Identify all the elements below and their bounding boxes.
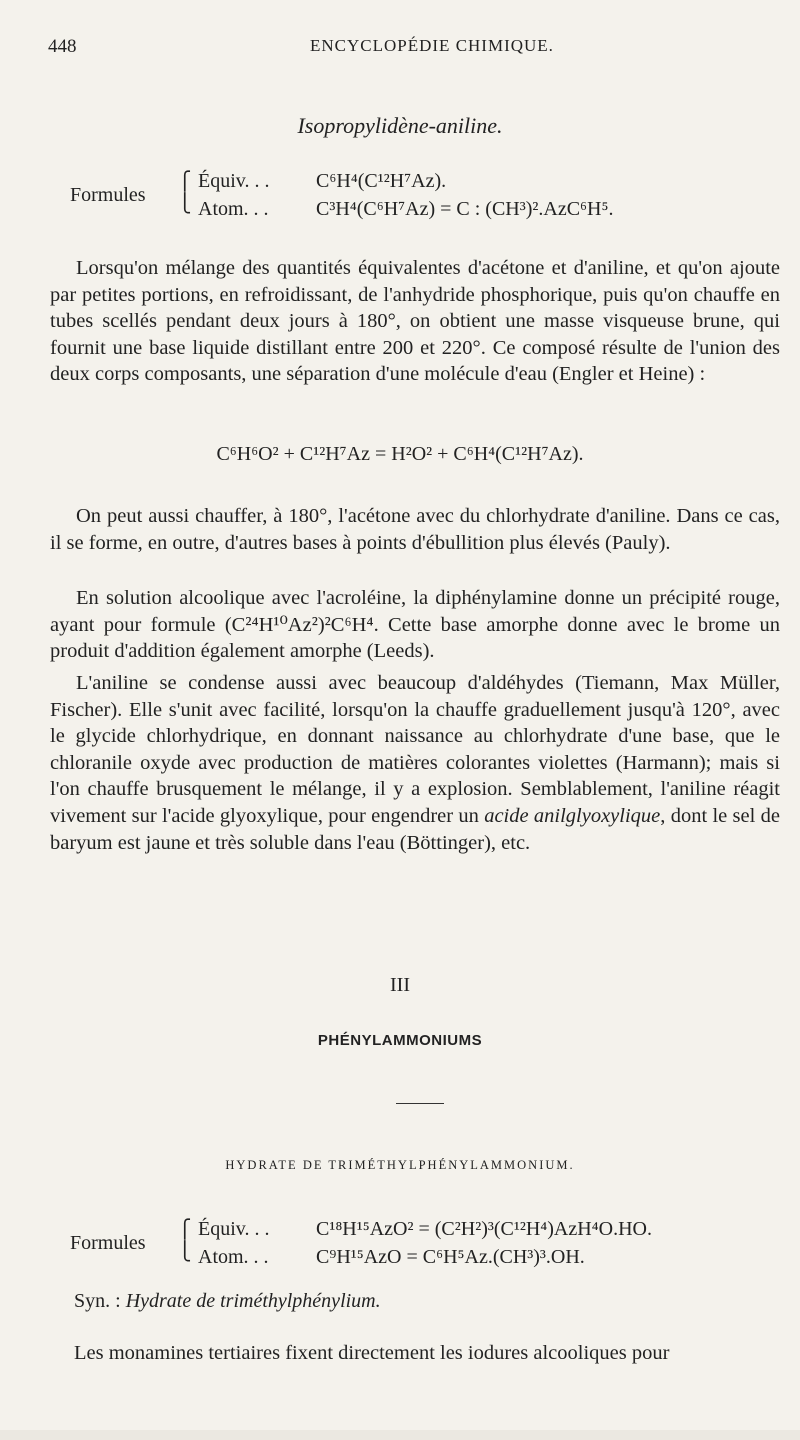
subsection-title: HYDRATE DE TRIMÉTHYLPHÉNYLAMMONIUM. bbox=[225, 1158, 575, 1172]
formula-row-equiv: Équiv. . . C¹⁸H¹⁵AzO² = (C²H²)³(C¹²H⁴)AzH⁴O.HO. bbox=[198, 1218, 652, 1240]
formula-row-equiv: Équiv. . . C⁶H⁴(C¹²H⁷Az). bbox=[198, 170, 447, 192]
paragraph-3: En solution alcoolique avec l'acroléine, la diphénylamine donne un précipité rouge, ayant pour formule (C²⁴H¹⁰Az²)²C⁶H⁴. Cette base amorphe donne avec le brome un produit d'addition également amorphe (Leeds). bbox=[50, 587, 780, 663]
formula-label: Formules bbox=[70, 184, 146, 206]
formula-label: Formules bbox=[70, 1232, 146, 1254]
paragraph-1: Lorsqu'on mélange des quantités équivalentes d'acétone et d'aniline, et qu'on ajoute par petites portions, en refroidissant, de l'anhydride phosphorique, puis qu'on chauffe en tubes scellés pendant deux jours à 180°, on obtient une masse visqueuse brune, qui fournit une base liquide distillant entre 200 et 220°. Ce composé résulte de l'union des deux corps composants, une séparation d'une molécule d'eau (Engler et Heine) : bbox=[50, 257, 780, 386]
section-title: PHÉNYLAMMONIUMS bbox=[317, 1032, 483, 1049]
brace-glyph: ⎧ ⎩ bbox=[178, 171, 192, 213]
page-header bbox=[48, 36, 748, 62]
compound-title: Isopropylidène-aniline. bbox=[297, 113, 503, 138]
brace-glyph: ⎧ ⎩ bbox=[178, 1219, 192, 1261]
section-number: III bbox=[390, 974, 410, 996]
synonym-line: Syn. : Hydrate de triméthylphénylium. bbox=[74, 1290, 381, 1312]
divider-rule bbox=[396, 1103, 444, 1104]
page-number: 448 bbox=[48, 36, 77, 57]
paragraph-5-start: Les monamines tertiaires fixent directement les iodures alcooliques pour bbox=[74, 1342, 670, 1364]
paragraph-2: On peut aussi chauffer, à 180°, l'acétone avec du chlorhydrate d'aniline. Dans ce cas, il se forme, en outre, d'autres bases à points d'ébullition plus élevés (Pauly). bbox=[50, 505, 780, 554]
page-bottom-edge bbox=[0, 1430, 800, 1440]
formula-row-atom: Atom. . . C⁹H¹⁵AzO = C⁶H⁵Az.(CH³)³.OH. bbox=[198, 1246, 585, 1268]
formula-row-atom: Atom. . . C³H⁴(C⁶H⁷Az) = C : (CH³)².AzC⁶H⁵. bbox=[198, 198, 614, 220]
running-title: ENCYCLOPÉDIE CHIMIQUE. bbox=[310, 36, 554, 55]
paragraph-4: L'aniline se condense aussi avec beaucoup d'aldéhydes (Tiemann, Max Müller, Fischer). Elle s'unit avec facilité, lorsqu'on la chauffe graduellement jusqu'à 120°, avec le glycide chlorhydrique, en donnant naissance au chlorhydrate d'une base, que le chloranile oxyde avec production de matières colorantes violettes (Harmann); mais si l'on chauffe brusquement le mélange, il y a explosion. Semblablement, l'aniline réagit vivement sur l'acide glyoxylique, pour engendrer un acide anilglyoxylique, dont le sel de baryum est jaune et très soluble dans l'eau (Böttinger), etc. bbox=[50, 672, 780, 854]
reaction-equation: C⁶H⁶O² + C¹²H⁷Az = H²O² + C⁶H⁴(C¹²H⁷Az). bbox=[216, 443, 584, 465]
